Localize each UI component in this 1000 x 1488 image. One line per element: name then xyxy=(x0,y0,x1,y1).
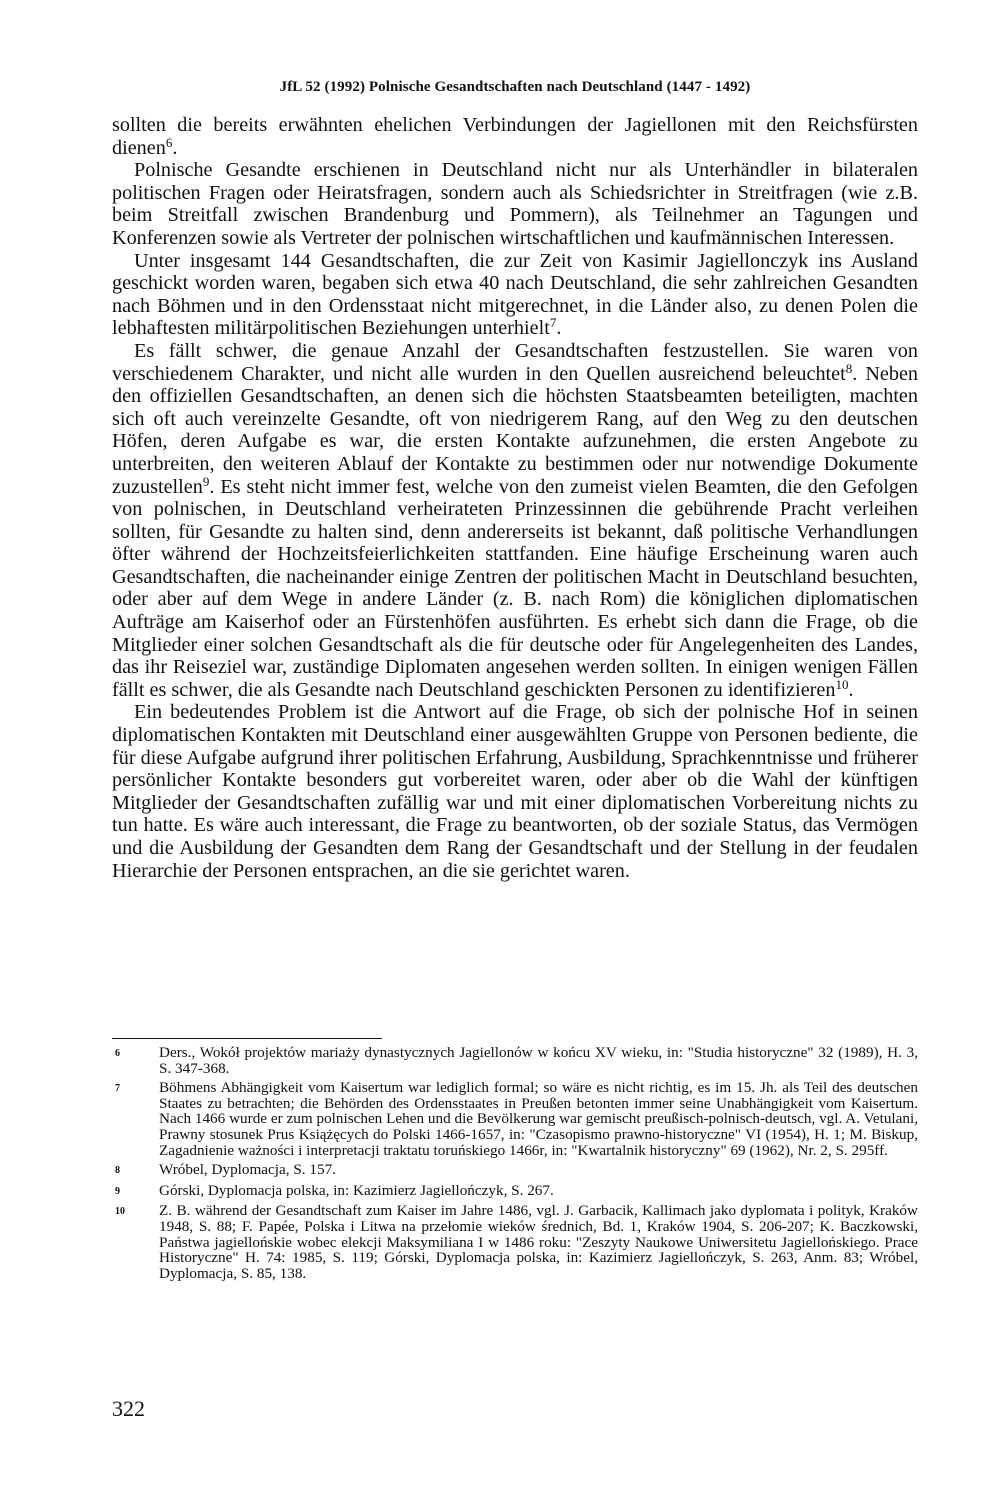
footnote-ref[interactable]: 8 xyxy=(845,360,853,376)
footnote xyxy=(112,1162,918,1179)
body-text xyxy=(112,114,918,882)
paragraph-text: Unter insgesamt 144 Gesandtschaften, die zur Zeit von Kasimir Jagiellonczyk ins Ausland geschickt worden waren, begaben sich etwa 40 nach Deutschland, die sehr zahlreichen Gesandten nach Böhmen und in den Ordensstaat nicht mitgerechnet, in die Länder also, zu denen Polen die lebhaftesten militärpolitischen Beziehungen unterhielt xyxy=(112,249,918,340)
footnote-number: 6 xyxy=(115,1048,120,1059)
footnotes xyxy=(112,1045,918,1285)
paragraph-text: Ein bedeutendes Problem ist die Antwort auf die Frage, ob sich der polnische Hof in seinen diplomatischen Kontakten mit Deutschland einer ausgewählten Gruppe von Personen bediente, die für diese Aufgabe aufgrund ihrer politischen Erfahrung, Ausbildung, Sprachkenntnisse und früherer persönlicher Kontakte besonders gut vorbereitet waren, oder aber ob die Wahl der künftigen Mitglieder der Gesandtschaften zufällig war und mit einer diplomatischen Vorbereitung nichts zu tun hatte. Es wäre auch interessant, die Frage zu beantworten, ob der soziale Status, das Vermögen und die Ausbildung der Gesandten dem Rang der Gesandtschaft und der Stellung in der feudalen Hierarchie der Personen entsprachen, an die sie gerichtet waren. xyxy=(112,701,918,882)
footnote-text: Z. B. während der Gesandtschaft zum Kaiser im Jahre 1486, vgl. J. Garbacik, Kallimach jako dyplomata i polityk, Kraków 1948, S. 88; F. Papée, Polska i Litwa na przełomie wieków średnich, Bd. 1, Kraków 1904, S. 206-207; K. Baczkowski, Państwa jagiellońskie wobec elekcji Maksymiliana I w 1486 roku: "Zeszyty Naukowe Uniwersitetu Jagiellońskiego. Prace Historyczne" H. 74: 1985, S. 119; Górski, Dyplomacja polska, in: Kazimierz Jagiellończyk, S. 263, Anm. 83; Wróbel, Dyplomacja, S. 85, 138. xyxy=(159,1202,918,1282)
paragraph-text: Polnische Gesandte erschienen in Deutschland nicht nur als Unterhändler in bilateralen politischen Fragen oder Heiratsfragen, sondern auch als Schiedsrichter in Streitfragen (wie z.B. beim Streitfall zwischen Brandenburg und Pommern), als Teilnehmer an Tagungen und Konferenzen sowie als Vertreter der polnischen wirtschaftlichen und kaufmännischen Interessen. xyxy=(112,159,918,249)
footnote-text: Böhmens Abhängigkeit vom Kaisertum war lediglich formal; so wäre es nicht richtig, es im 15. Jh. als Teil des deutschen Staates zu betrachten; die Behörden des Ordensstaates in Preußen betonten immer seine Unabhängigkeit vom Kaisertum. Nach 1466 wurde er zum polnischen Lehen und die Bevölkerung war gemischt preußisch-polnisch-deutsch, vgl. A. Vetulani, Prawny stosunek Prus Książęcych do Polski 1466-1657, in: "Czasopismo prawno-historyczne" VI (1954), H. 1; M. Biskup, Zagadnienie ważności i interpretacji traktatu toruńskiego 1466r, in: "Kwartalnik historyczny" 69 (1962), Nr. 2, S. 295ff. xyxy=(159,1079,918,1159)
footnote-number: 8 xyxy=(115,1165,120,1177)
paragraph-text: . Es steht nicht immer fest, welche von den zumeist vielen Beamten, die den Gefolgen von polnischen, in Deutschland verheirateten Prinzessinnen die gebührende Pracht verleihen sollten, für Gesandte zu halten sind, denn andererseits ist bekannt, daß politische Verhandlungen öfter während der Hochzeitsfeierlichkeiten stattfanden. Eine häufige Erscheinung waren auch Gesandtschaften, die nacheinander einige Zentren der politischen Macht in Deutschland besuchten, oder aber auf dem Wege in andere Länder (z. B. nach Rom) die königlichen diplomatischen Aufträge am Kaiserhof oder an Fürstenhöfen ausführten. Es erhebt sich dann die Frage, ob die Mitglieder einer solchen Gesandtschaft als die für deutsche oder für Angelegenheiten des Landes, das ihr Reiseziel war, zuständige Diplomaten angesehen werden sollten. In einigen wenigen Fällen fällt es schwer, die als Gesandte nach Deutschland geschickten Personen zu identifizieren xyxy=(112,475,918,701)
footnote-number: 10 xyxy=(115,1206,125,1218)
footnote-text: Górski, Dyplomacja polska, in: Kazimierz Jagiellończyk, S. 267. xyxy=(159,1181,554,1199)
footnote-ref[interactable]: 10 xyxy=(835,676,849,692)
footnote-text: Ders., Wokół projektów mariaży dynastycznych Jagiellonów w końcu XV wieku, in: "Studia historyczne" 32 (1989), H. 3, S. 347-368. xyxy=(159,1044,918,1077)
paragraph-text: . xyxy=(172,136,178,159)
paragraph xyxy=(112,340,918,702)
paragraph-text: . xyxy=(848,678,854,701)
footnote xyxy=(112,1183,918,1200)
footnote-ref[interactable]: 9 xyxy=(202,473,210,489)
running-head: JfL 52 (1992) Polnische Gesandtschaften nach Deutschland (1447 - 1492) xyxy=(279,79,751,95)
footnote xyxy=(112,1080,918,1158)
paragraph-text: sollten die bereits erwähnten ehelichen Verbindungen der Jagiellonen mit den Reichsfürsten dienen xyxy=(112,114,918,159)
page-number: 322 xyxy=(112,1396,145,1421)
footnote-ref[interactable]: 6 xyxy=(165,134,173,150)
footnote xyxy=(112,1203,918,1281)
paragraph xyxy=(112,114,918,159)
footnote-divider xyxy=(112,1038,382,1039)
footnote-number: 9 xyxy=(115,1185,120,1197)
paragraph xyxy=(112,250,918,340)
paragraph xyxy=(112,701,918,882)
paragraph xyxy=(112,159,918,249)
paragraph-text: . Neben den offiziellen Gesandtschaften, an denen sich die höchsten Staatsbeamten beteiligten, machten sich oft auch vereinzelte Gesandte, oft von niedrigerem Rang, auf den Weg zu den deutschen Höfen, deren Aufgabe es war, die ersten Kontakte aufzunehmen, die ersten Angebote zu unterbreiten, den weiteren Ablauf der Kontakte zu bestimmen oder nur notwendige Dokumente zuzustellen xyxy=(112,362,919,498)
paragraph-text: . xyxy=(556,317,562,340)
footnote-number: 7 xyxy=(115,1083,120,1095)
footnote xyxy=(112,1045,918,1076)
paragraph-text: Es fällt schwer, die genaue Anzahl der Gesandtschaften festzustellen. Sie waren von verschiedenem Charakter, und nicht alle wurden in den Quellen ausreichend beleuchtet xyxy=(112,339,918,385)
footnote-text: Wróbel, Dyplomacja, S. 157. xyxy=(159,1161,336,1179)
footnote-ref[interactable]: 7 xyxy=(549,315,557,331)
